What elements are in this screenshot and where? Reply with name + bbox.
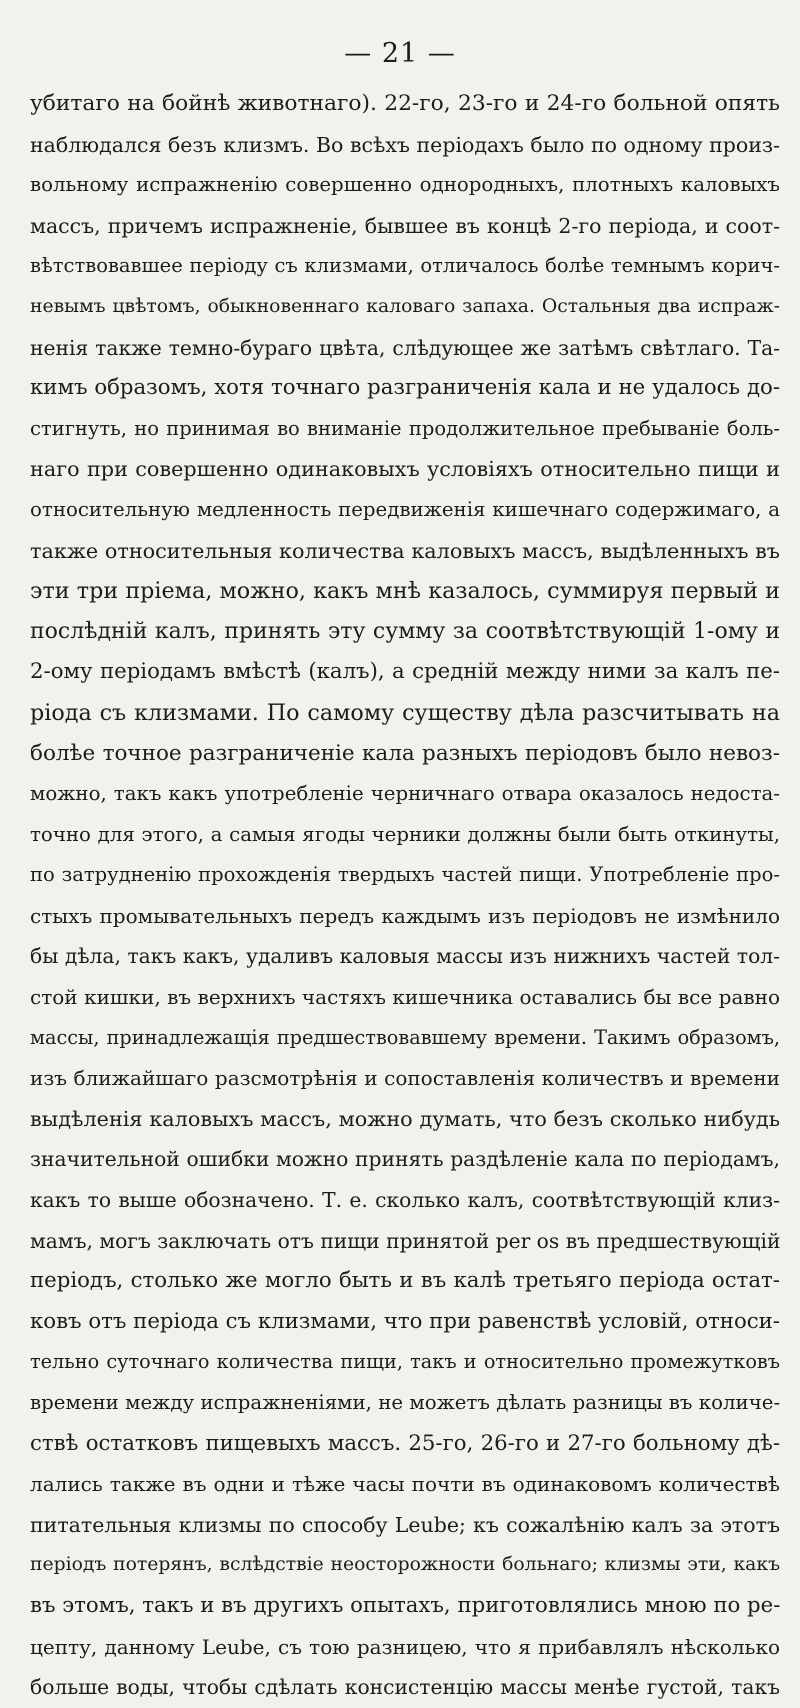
text-line: ріода съ клизмами. По самому существу дѣла разсчитывать на: [30, 699, 780, 726]
text-line: наблюдался безъ клизмъ. Во всѣхъ періодахъ было по одному произ-: [30, 132, 780, 157]
page-number: — 21 —: [344, 38, 456, 69]
text-line: въ этомъ, такъ и въ другихъ опытахъ, приготовлялись мною по ре-: [30, 1592, 780, 1618]
text-line: періодъ, столько же могло быть и въ калѣ третьяго періода остат-: [30, 1268, 780, 1294]
text-line: послѣдній калъ, принять эту сумму за соотвѣтствующій 1-ому и: [30, 618, 780, 644]
text-line: невымъ цвѣтомъ, обыкновеннаго каловаго запаха. Остальныя два испраж-: [30, 295, 780, 317]
text-line: можно, такъ какъ употребленіе черничнаго отвара оказалось недоста-: [30, 782, 780, 806]
text-line: стыхъ промывательныхъ передъ каждымъ изъ періодовъ не измѣнило: [30, 903, 780, 928]
text-line: массы, принадлежащія предшествовавшему времени. Такимъ образомъ,: [30, 1025, 780, 1049]
text-line: наго при совершенно одинаковыхъ условіяхъ относительно пищи и: [30, 457, 780, 482]
text-line: ствѣ остатковъ пищевыхъ массъ. 25-го, 26-го и 27-го больному дѣ-: [30, 1430, 780, 1456]
text-line: убитаго на бойнѣ животнаго). 22-го, 23-го и 24-го больной опять: [30, 91, 780, 116]
text-line: больше воды, чтобы сдѣлать консистенцію массы менѣе густой, такъ: [30, 1675, 780, 1700]
text-line: какъ то выше обозначено. Т. е. сколько калъ, соотвѣтствующій клиз-: [30, 1188, 780, 1213]
text-line: изъ ближайшаго разсмотрѣнія и сопоставленія количествъ и времени: [30, 1066, 780, 1091]
body-text: [30, 84, 780, 1708]
text-line: бы дѣла, такъ какъ, удаливъ каловыя массы изъ нижнихъ частей тол-: [30, 944, 780, 969]
text-line: эти три пріема, можно, какъ мнѣ казалось, суммируя первый и: [30, 578, 780, 605]
text-line: мамъ, могъ заключать отъ пищи принятой per os въ предшествующій: [30, 1228, 780, 1253]
text-line: ковъ отъ періода съ клизмами, что при равенствѣ условій, относи-: [30, 1308, 780, 1334]
text-line: цепту, данному Leube, съ тою разницею, что я прибавлялъ нѣсколько: [30, 1634, 780, 1659]
text-line: значительной ошибки можно принять раздѣленіе кала по періодамъ,: [30, 1147, 780, 1172]
text-line: точно для этого, а самыя ягоды черники должны были быть откинуты,: [30, 822, 780, 846]
text-line: выдѣленія каловыхъ массъ, можно думать, что безъ сколько нибудь: [30, 1106, 780, 1131]
text-line: тельно суточнаго количества пищи, такъ и относительно промежутковъ: [30, 1350, 780, 1374]
text-line: относительную медленность передвиженія кишечнаго содержимаго, а: [30, 497, 780, 521]
text-line: лались также въ одни и тѣже часы почти въ одинаковомъ количествѣ: [30, 1472, 780, 1497]
text-line: времени между испражненіями, не можетъ дѣлать разницы въ количе-: [30, 1391, 780, 1414]
text-line: вольному испражненію совершенно однородныхъ, плотныхъ каловыхъ: [30, 173, 780, 197]
text-line: также относительныя количества каловыхъ массъ, выдѣленныхъ въ: [30, 538, 780, 563]
text-line: ненія также темно-бураго цвѣта, слѣдующее же затѣмъ свѣтлаго. Та-: [30, 335, 780, 360]
text-line: болѣе точное разграниченіе кала разныхъ періодовъ было невоз-: [30, 740, 780, 766]
text-line: вѣтствовавшее періоду съ клизмами, отличалось болѣе темнымъ корич-: [30, 254, 780, 278]
text-line: по затрудненію прохожденія твердыхъ частей пищи. Употребленіе про-: [30, 863, 780, 887]
text-line: періодъ потерянъ, вслѣдствіе неосторожности больнаго; клизмы эти, какъ: [30, 1554, 780, 1576]
text-line: 2-ому періодамъ вмѣстѣ (калъ), а средній между ними за калъ пе-: [30, 659, 780, 685]
text-line: кимъ образомъ, хотя точнаго разграниченія кала и не удалось до-: [30, 375, 780, 401]
text-line: стигнуть, но принимая во вниманіе продолжительное пребываніе боль-: [30, 416, 780, 440]
text-line: питательныя клизмы по способу Leube; къ сожалѣнію калъ за этотъ: [30, 1512, 780, 1537]
text-line: массъ, причемъ испражненіе, бывшее въ концѣ 2-го періода, и соот-: [30, 213, 780, 238]
text-line: стой кишки, въ верхнихъ частяхъ кишечника оставались бы все равно: [30, 985, 780, 1010]
